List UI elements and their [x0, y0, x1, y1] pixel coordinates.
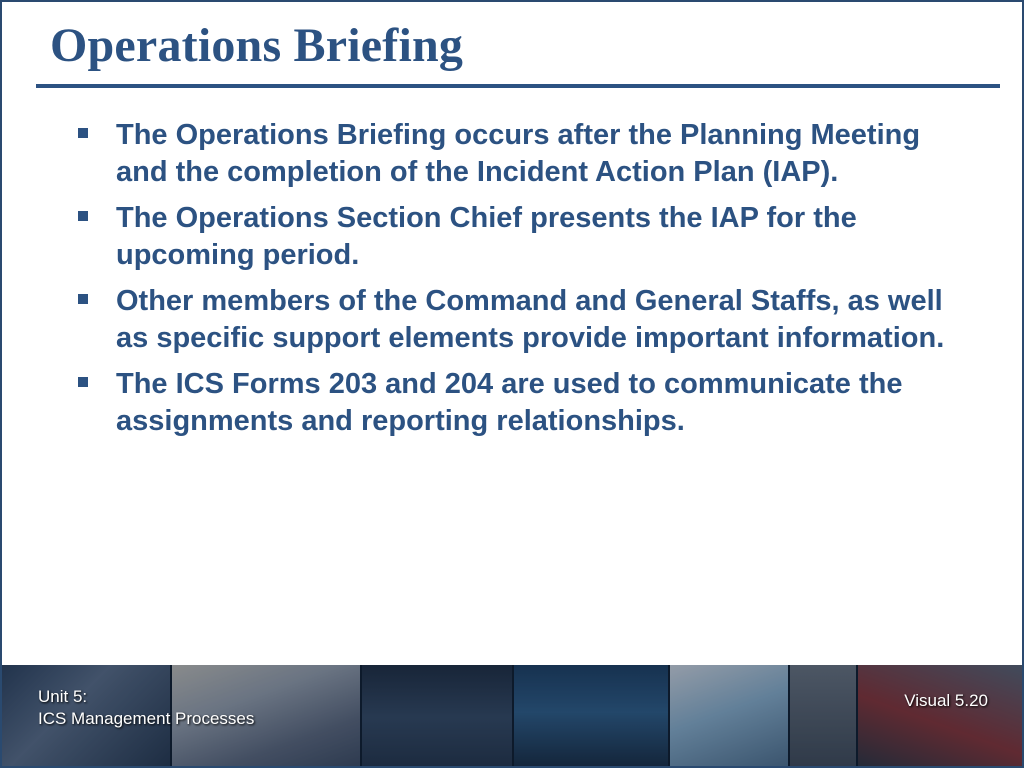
- bullet-text: The ICS Forms 203 and 204 are used to communicate the assignments and reporting relationships.: [116, 368, 903, 437]
- slide-title: Operations Briefing: [50, 19, 464, 72]
- title-underline: [36, 84, 1000, 88]
- square-bullet-icon: [78, 211, 88, 221]
- bullet-item: [78, 117, 968, 191]
- unit-title: ICS Management Processes: [38, 709, 255, 728]
- bullet-item: [78, 366, 968, 440]
- square-bullet-icon: [78, 128, 88, 138]
- bullet-item: [78, 283, 968, 357]
- visual-number: Visual 5.20: [904, 691, 988, 710]
- square-bullet-icon: [78, 294, 88, 304]
- bullet-text: The Operations Briefing occurs after the Planning Meeting and the completion of the Incident Action Plan (IAP).: [116, 119, 921, 188]
- bullet-item: [78, 200, 968, 274]
- unit-number: Unit 5:: [38, 687, 88, 706]
- bullet-text: Other members of the Command and General Staffs, as well as specific support elements provide important information.: [116, 285, 945, 354]
- unit-label: [38, 686, 254, 730]
- square-bullet-icon: [78, 377, 88, 387]
- bullet-text: The Operations Section Chief presents the IAP for the upcoming period.: [116, 202, 857, 271]
- bullet-list: [78, 117, 968, 449]
